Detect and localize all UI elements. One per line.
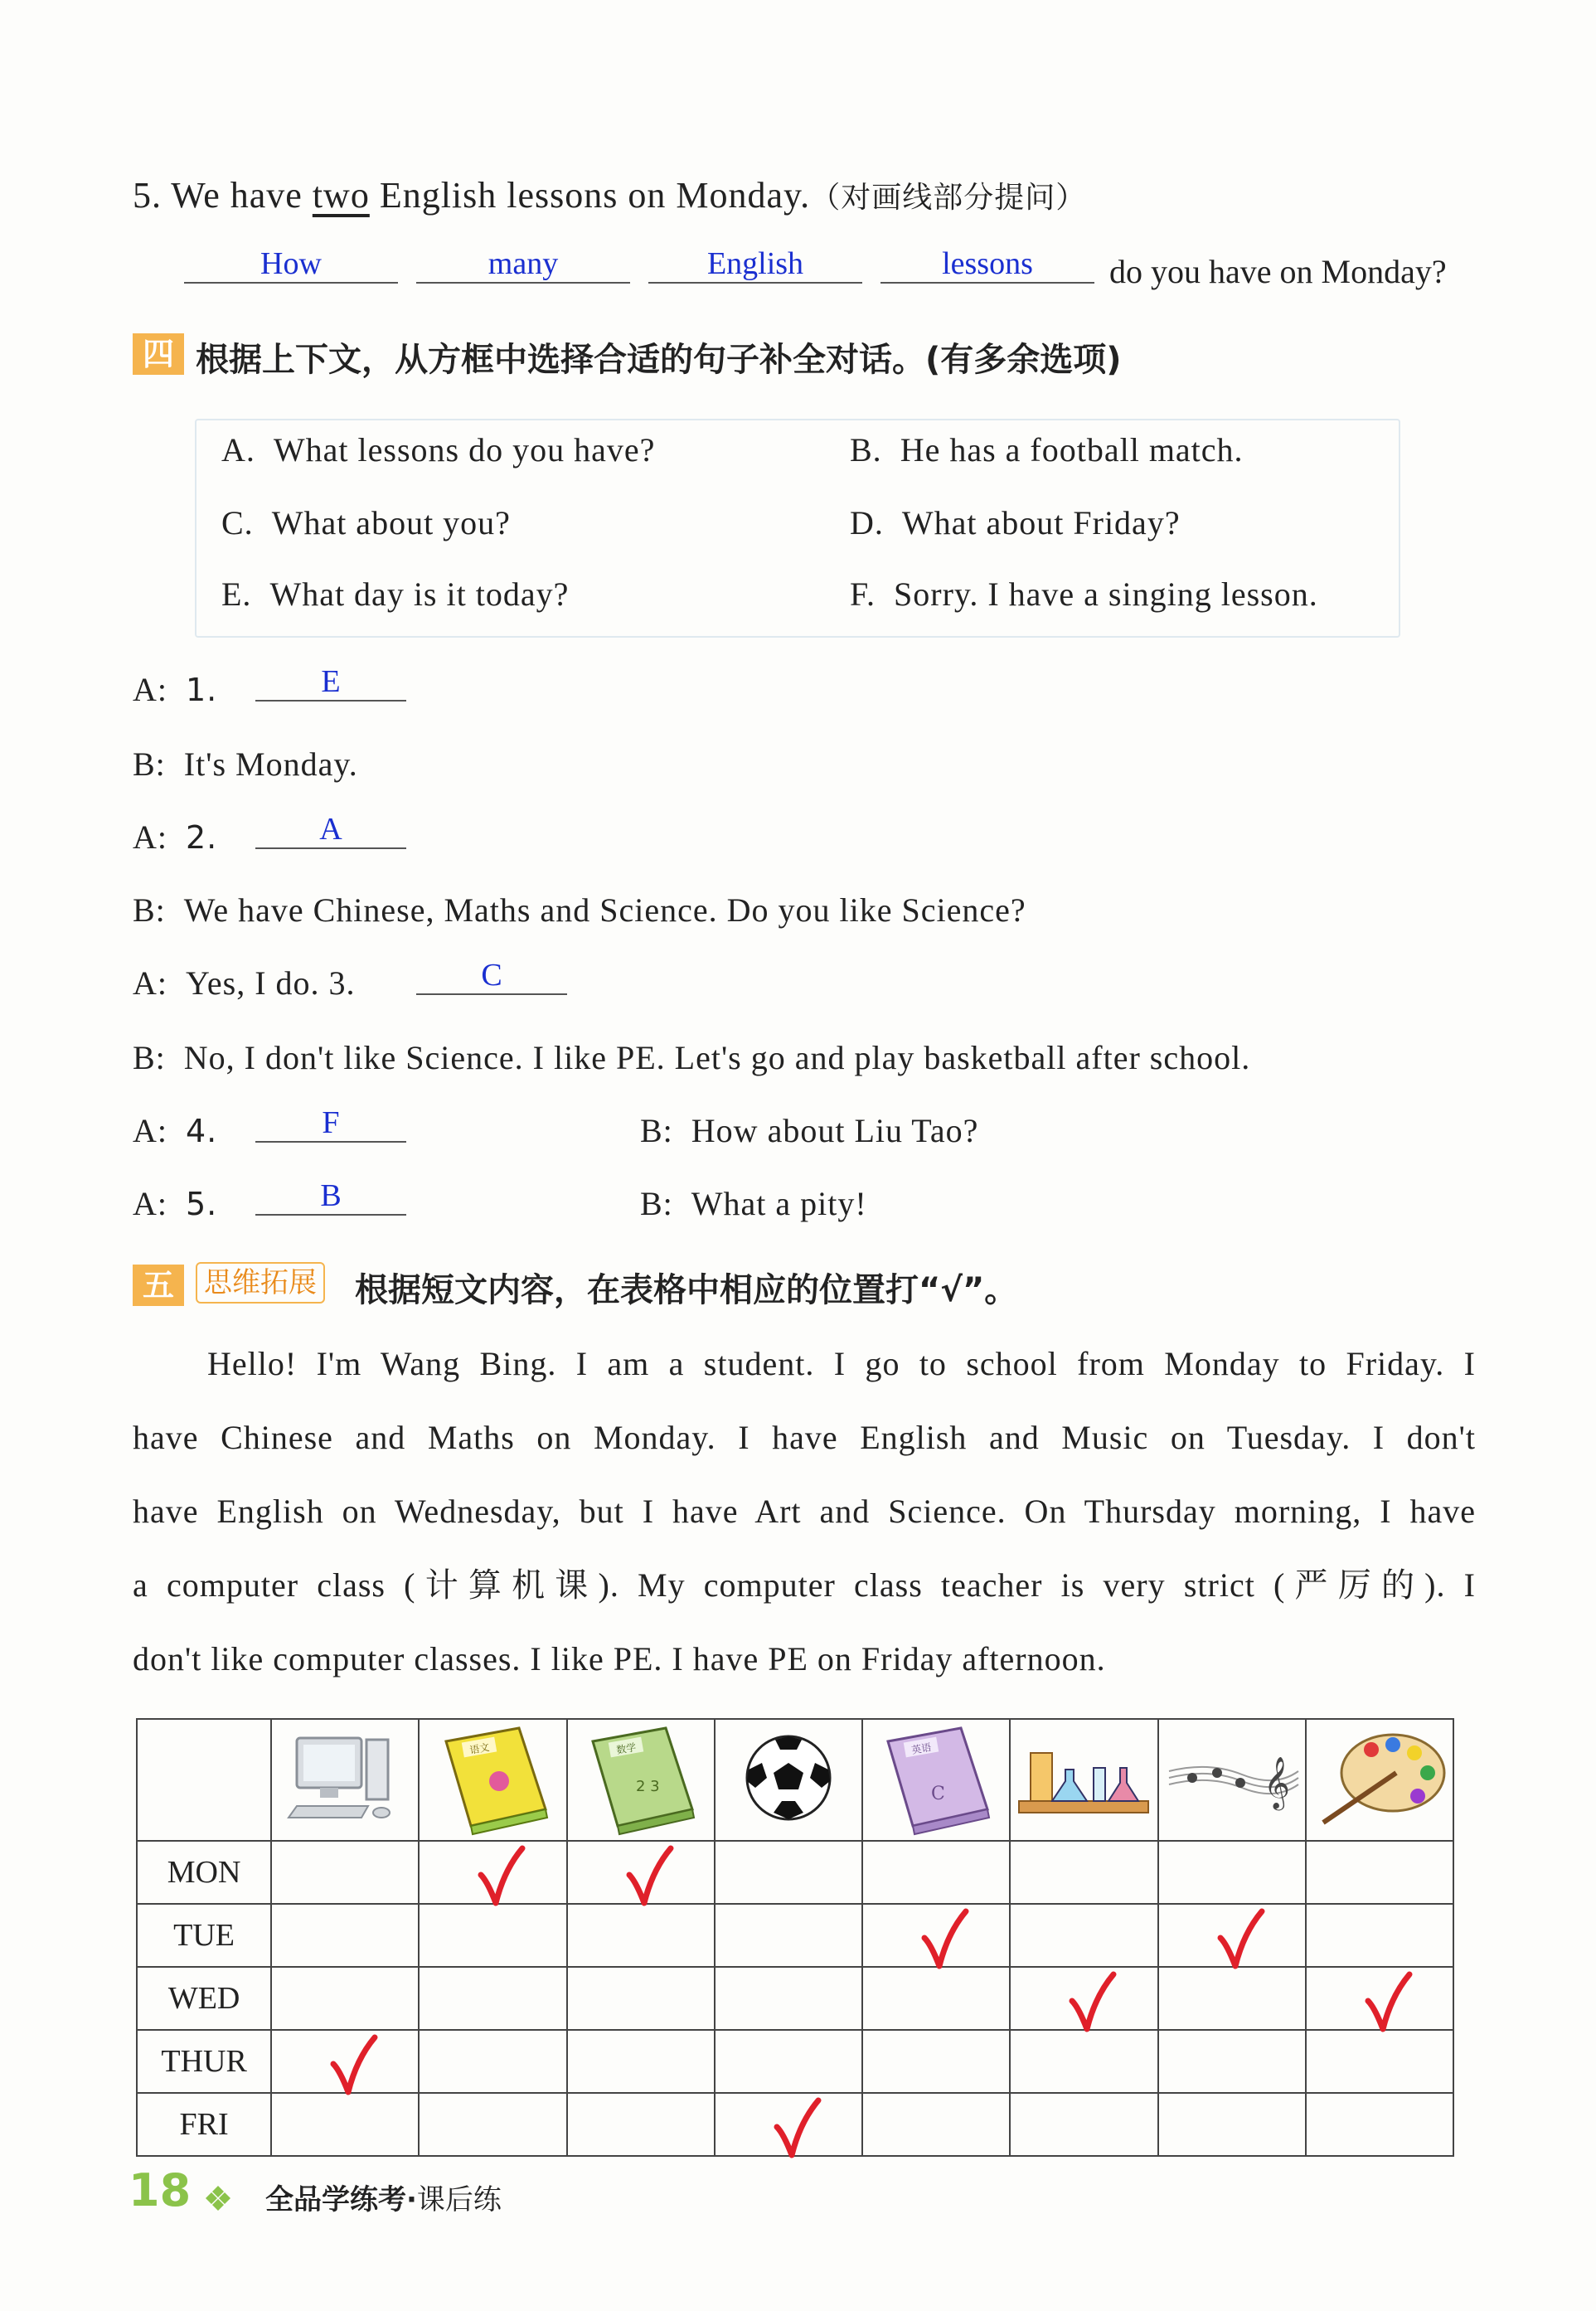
svg-text:C: C [931, 1784, 945, 1804]
column-art [1306, 1719, 1453, 1841]
dialogue-blank-3[interactable]: C [416, 957, 567, 995]
english-book-icon [863, 1720, 1009, 1836]
check-mark-icon [772, 2097, 822, 2160]
table-row [137, 1841, 1453, 1904]
q5-underlined-word: two [312, 175, 370, 216]
table-row [137, 1967, 1453, 2030]
speaker: B: [133, 891, 166, 929]
table-row [137, 2093, 1453, 2156]
table-cell[interactable] [419, 1904, 566, 1967]
table-cell[interactable] [419, 1967, 566, 2030]
table-cell[interactable] [715, 2093, 862, 2156]
dialogue-blank-2[interactable]: A [255, 811, 406, 849]
option-text: Sorry. I have a singing lesson. [894, 575, 1318, 613]
check-mark-icon [1215, 1908, 1265, 1971]
table-cell[interactable] [862, 1904, 1010, 1967]
table-cell[interactable] [567, 2030, 715, 2093]
art-palette-icon [1307, 1720, 1453, 1836]
column-english [862, 1719, 1010, 1841]
table-cell[interactable] [1010, 1967, 1157, 2030]
section-5-badge: 五 [133, 1265, 184, 1306]
option-text: What about you? [271, 504, 511, 541]
speaker: B: [640, 1185, 673, 1222]
dialogue-text: No, I don't like Science. I like PE. Let's go and play basketball after school. [183, 1039, 1251, 1076]
table-cell[interactable] [862, 2030, 1010, 2093]
schedule-table [136, 1718, 1454, 2157]
reading-passage [133, 1327, 1476, 1696]
table-header-row [137, 1719, 1453, 1841]
table-cell[interactable] [1306, 1967, 1453, 2030]
table-cell[interactable] [419, 1841, 566, 1904]
column-pe [715, 1719, 862, 1841]
table-cell[interactable] [1158, 2030, 1306, 2093]
column-chinese [419, 1719, 566, 1841]
table-cell[interactable] [1306, 2030, 1453, 2093]
page-number: 18 [129, 2164, 192, 2216]
passage-line-1: Hello! I'm Wang Bing. I am a student. I go to school from Monday to Friday. I [207, 1345, 1476, 1382]
option-d [850, 503, 1181, 542]
blank-number: 5. [186, 1186, 218, 1222]
music-notes-icon [1159, 1720, 1305, 1836]
dialogue-text: It's Monday. [183, 745, 358, 783]
option-letter: F. [850, 575, 876, 613]
dialogue-blank-1[interactable]: E [255, 663, 406, 702]
table-cell[interactable] [1306, 2093, 1453, 2156]
option-f [850, 575, 1318, 614]
brand-sub: 课后练 [416, 2183, 502, 2216]
table-cell[interactable] [271, 1841, 419, 1904]
svg-text:𝄞: 𝄞 [1263, 1756, 1290, 1809]
option-text: What day is it today? [269, 575, 570, 613]
table-cell[interactable] [271, 2093, 419, 2156]
diamond-icon [204, 2184, 232, 2212]
chinese-book-icon [420, 1720, 565, 1836]
table-cell[interactable] [1010, 2093, 1157, 2156]
thinking-extension-tag: 思维拓展 [196, 1262, 325, 1304]
check-mark-icon [328, 2034, 378, 2097]
q5-number: 5. [133, 175, 162, 216]
day-label: MON [137, 1841, 271, 1904]
option-letter: E. [221, 575, 252, 613]
dialogue-text: We have Chinese, Maths and Science. Do you like Science? [183, 891, 1026, 929]
option-text: He has a football match. [900, 431, 1244, 469]
science-lab-icon [1011, 1720, 1157, 1836]
chinese-book-label: 语文 [468, 1741, 491, 1756]
table-cell[interactable] [271, 1967, 419, 2030]
q5-instruction: （对画线部分提问） [810, 181, 1087, 215]
dialogue-blank-5[interactable]: B [255, 1177, 406, 1216]
table-cell[interactable] [1158, 1967, 1306, 2030]
q5-answer-blank-3[interactable]: English [648, 245, 862, 284]
table-cell[interactable] [567, 2093, 715, 2156]
table-cell[interactable] [567, 1841, 715, 1904]
brand-name: 全品学练考 [265, 2183, 406, 2216]
blank-number: 2. [186, 819, 218, 856]
speaker: B: [133, 745, 166, 783]
column-computer [271, 1719, 419, 1841]
option-c [221, 503, 511, 542]
english-book-label: 英语 [910, 1741, 933, 1756]
passage-line-2: have Chinese and Maths on Monday. I have English and Music on Tuesday. I don't [133, 1419, 1476, 1456]
dialogue-text: Yes, I do. 3. [186, 964, 356, 1002]
check-mark-icon [919, 1908, 969, 1971]
q5-suffix: English lessons on Monday. [369, 175, 811, 216]
table-cell[interactable] [715, 1967, 862, 2030]
speaker: A: [133, 964, 167, 1002]
dialogue-line-7 [133, 1111, 217, 1150]
dialogue-line-7b [640, 1111, 978, 1150]
options-box [195, 419, 1400, 638]
passage-line-3: have English on Wednesday, but I have Art and Science. On Thursday morning, I have [133, 1493, 1476, 1530]
dialogue-line-6 [133, 1038, 1250, 1077]
table-cell[interactable] [419, 2093, 566, 2156]
table-cell[interactable] [715, 1841, 862, 1904]
dialogue-line-3 [133, 818, 217, 857]
day-label: FRI [137, 2093, 271, 2156]
q5-answer-blank-2[interactable]: many [416, 245, 630, 284]
speaker: A: [133, 671, 167, 708]
dialogue-text: How about Liu Tao? [691, 1112, 979, 1149]
dialogue-line-8b [640, 1184, 867, 1223]
table-cell[interactable] [1306, 1841, 1453, 1904]
table-cell[interactable] [1158, 2093, 1306, 2156]
day-label: THUR [137, 2030, 271, 2093]
table-cell[interactable] [1010, 1904, 1157, 1967]
option-letter: C. [221, 504, 254, 541]
table-cell[interactable] [567, 1967, 715, 2030]
table-cell[interactable] [1306, 1904, 1453, 1967]
passage-line-5: don't like computer classes. I like PE. I have PE on Friday afternoon. [133, 1640, 1106, 1677]
table-cell[interactable] [1010, 1841, 1157, 1904]
speaker: A: [133, 818, 167, 856]
brand-dot: · [406, 2183, 417, 2216]
check-mark-icon [1363, 1971, 1413, 2034]
q5-prefix: We have [171, 175, 313, 216]
passage-line-4: a computer class (计算机课). My computer class teacher is very strict (严厉的). I [133, 1566, 1476, 1604]
option-text: What lessons do you have? [273, 431, 656, 469]
maths-book-label: 数学 [614, 1741, 638, 1756]
table-cell[interactable] [567, 1904, 715, 1967]
table-cell[interactable] [419, 2030, 566, 2093]
section-4-badge: 四 [133, 333, 184, 375]
option-letter: A. [221, 431, 255, 469]
table-row [137, 1904, 1453, 1967]
dialogue-line-2 [133, 745, 358, 784]
blank-number: 4. [186, 1113, 218, 1149]
section-4-title: 根据上下文，从方框中选择合适的句子补全对话。(有多余选项) [196, 341, 1122, 379]
option-b [850, 430, 1244, 469]
svg-text:2 3: 2 3 [635, 1778, 660, 1795]
corner-cell [137, 1719, 271, 1841]
speaker: B: [640, 1112, 673, 1149]
column-maths [567, 1719, 715, 1841]
table-cell[interactable] [1158, 1841, 1306, 1904]
table-row [137, 2030, 1453, 2093]
maths-book-icon [568, 1720, 714, 1836]
speaker: B: [133, 1039, 166, 1076]
option-text: What about Friday? [901, 504, 1181, 541]
speaker: A: [133, 1112, 167, 1149]
table-cell[interactable] [862, 1841, 1010, 1904]
table-cell[interactable] [1010, 2030, 1157, 2093]
football-icon [716, 1720, 861, 1836]
table-cell[interactable] [271, 1904, 419, 1967]
check-mark-icon [624, 1845, 674, 1908]
column-science [1010, 1719, 1157, 1841]
check-mark-icon [1067, 1971, 1117, 2034]
day-label: TUE [137, 1904, 271, 1967]
column-music [1158, 1719, 1306, 1841]
dialogue-line-1 [133, 670, 217, 709]
dialogue-text: What a pity! [691, 1185, 867, 1222]
q5-answer-blank-4[interactable]: lessons [880, 245, 1094, 284]
table-cell[interactable] [862, 1967, 1010, 2030]
dialogue-line-4 [133, 891, 1026, 930]
day-label: WED [137, 1967, 271, 2030]
option-letter: D. [850, 504, 884, 541]
q5-sentence [133, 174, 1086, 216]
option-letter: B. [850, 431, 882, 469]
option-e [221, 575, 569, 614]
table-cell[interactable] [1158, 1904, 1306, 1967]
q5-tail: do you have on Monday? [1109, 253, 1447, 290]
dialogue-blank-4[interactable]: F [255, 1105, 406, 1143]
computer-icon [272, 1720, 418, 1836]
table-cell[interactable] [271, 2030, 419, 2093]
dialogue-line-8 [133, 1184, 217, 1223]
speaker: A: [133, 1185, 167, 1222]
option-a [221, 430, 655, 469]
table-cell[interactable] [715, 2030, 862, 2093]
blank-number: 1. [186, 672, 218, 708]
table-cell[interactable] [715, 1904, 862, 1967]
q5-answer-blank-1[interactable]: How [184, 245, 398, 284]
footer-brand [265, 2177, 502, 2217]
check-mark-icon [476, 1845, 526, 1908]
section-5-title: 根据短文内容，在表格中相应的位置打“√”。 [355, 1271, 1018, 1309]
table-cell[interactable] [862, 2093, 1010, 2156]
dialogue-line-5 [133, 964, 356, 1003]
